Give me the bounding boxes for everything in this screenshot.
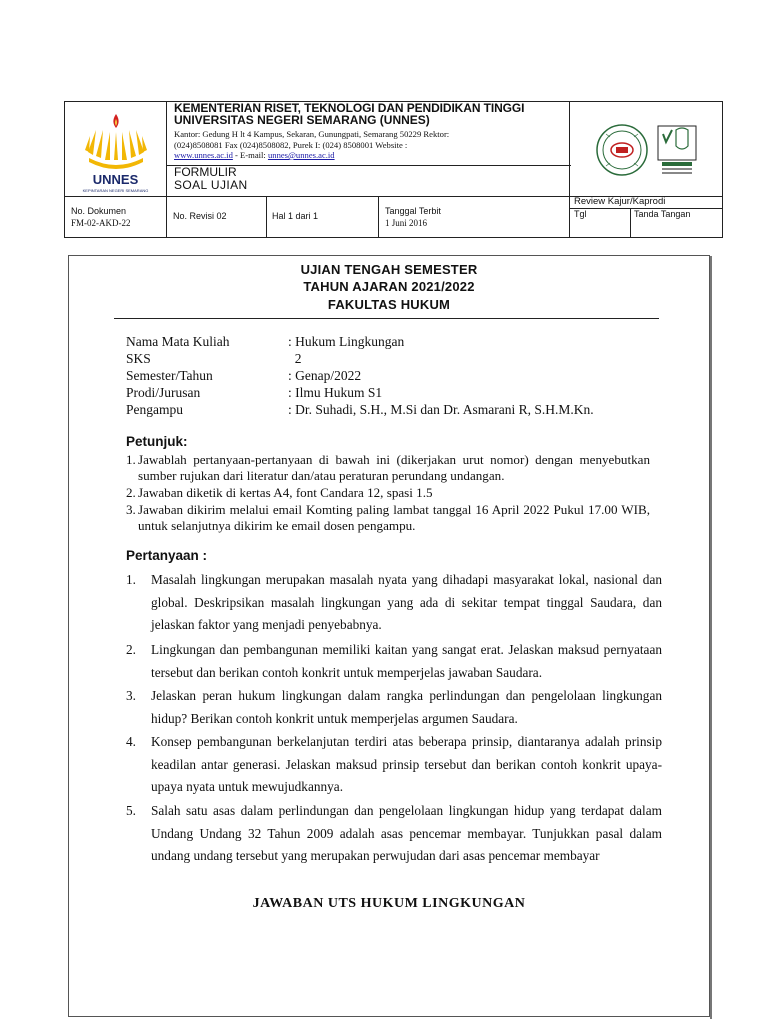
title-divider	[114, 318, 659, 319]
question-number: 3.	[126, 688, 136, 703]
logo-subtitle: KEPINTARAN NEGERI SEMARANG	[82, 188, 149, 193]
instruction-number: 1.	[126, 452, 136, 467]
doc-no-value: FM-02-AKD-22	[71, 218, 131, 228]
instruction-item	[126, 485, 650, 501]
question-item	[126, 731, 662, 799]
academic-year: TAHUN AJARAN 2021/2022	[303, 279, 475, 294]
issue-date-value: 1 Juni 2016	[385, 218, 428, 228]
instruction-text: Jawaban dikirim melalui email Komting paling lambat tanggal 16 April 2022 Pukul 17.00 WIB, untuk selanjutnya dikirim ke email dosen pengampu.	[138, 502, 650, 533]
meta-value: : Ilmu Hukum S1	[288, 385, 383, 400]
review-cell	[569, 196, 723, 238]
question-text: Jelaskan peran hukum lingkungan dalam rangka perlindungan dan pengelolaan lingkungan hidup? Berikan contoh konkrit untuk memperjelas argumen Saudara.	[151, 688, 662, 726]
review-column-divider	[630, 208, 631, 237]
address-line-2: (024)8508081 Fax (024)8508082, Purek I: (024) 8508001 Website :	[174, 139, 408, 150]
review-date-label: Tgl	[574, 209, 587, 219]
address-line-1: Kantor: Gedung H lt 4 Kampus, Sekaran, Gunungpati, Semarang 50229 Rektor:	[174, 129, 450, 139]
instruction-text: Jawaban diketik di kertas A4, font Candara 12, spasi 1.5	[138, 485, 433, 500]
faculty-name: FAKULTAS HUKUM	[327, 297, 451, 312]
email-label: - E-mail:	[232, 150, 268, 160]
meta-value: : Dr. Suhadi, S.H., M.Si dan Dr. Asmarani R, S.H.M.Kn.	[288, 402, 594, 417]
page-cell	[266, 196, 379, 238]
meta-label: Semester/Tahun	[126, 368, 213, 383]
meta-label: Nama Mata Kuliah	[126, 334, 230, 349]
meta-label: Pengampu	[126, 402, 183, 417]
question-text: Konsep pembangunan berkelanjutan terdiri atas beberapa prinsip, diantaranya adalah prinsip keadilan antar generasi. Jelaskan maksud prinsip tersebut dan berikan contoh konkrit upaya-upaya nyata untuk mewujudkannya.	[151, 734, 662, 794]
question-item	[126, 639, 662, 684]
meta-label: Prodi/Jurusan	[126, 385, 201, 400]
questions-heading: Pertanyaan :	[126, 548, 208, 563]
ministry-name: KEMENTERIAN RISET, TEKNOLOGI DAN PENDIDIKAN TINGGI	[174, 101, 525, 115]
instruction-item	[126, 502, 650, 533]
question-text: Masalah lingkungan merupakan masalah nyata yang dihadapi masyarakat lokal, nasional dan global. Deskripsikan masalah lingkungan yang ada di sekitar tempat tinggal Saudara, dan jelaskan faktor yang menjadi penyebabnya.	[151, 572, 662, 632]
form-label: FORMULIR	[174, 165, 237, 179]
address-block	[174, 129, 519, 161]
logo-cell	[64, 101, 167, 197]
question-item	[126, 685, 662, 730]
question-number: 1.	[126, 572, 136, 587]
certification-cell	[569, 101, 723, 197]
instruction-item	[126, 452, 650, 483]
question-number: 4.	[126, 734, 136, 749]
meta-value: : Genap/2022	[288, 368, 362, 383]
exam-title: UJIAN TENGAH SEMESTER	[300, 262, 478, 277]
document-header-table	[64, 101, 723, 238]
meta-label: SKS	[126, 351, 151, 366]
instruction-text: Jawablah pertanyaan-pertanyaan di bawah ini (dikerjakan urut nomor) dengan menyebutkan sumber rujukan dari literatur dan/atau peraturan perundang undangan.	[138, 452, 650, 483]
question-text: Lingkungan dan pembangunan memiliki kaitan yang sangat erat. Jelaskan maksud pernyataan tersebut dan berikan contoh konkrit untuk memperjelas jawaban Saudara.	[151, 642, 662, 680]
question-item	[126, 800, 662, 868]
instructions-heading: Petunjuk:	[126, 434, 188, 449]
university-name: UNIVERSITAS NEGERI SEMARANG (UNNES)	[174, 113, 430, 127]
website-link[interactable]: www.unnes.ac.id	[174, 150, 233, 160]
issue-date-label: Tanggal Terbit	[385, 206, 441, 216]
question-number: 5.	[126, 803, 136, 818]
form-title: SOAL UJIAN	[174, 178, 248, 192]
issue-date-cell	[378, 196, 570, 238]
email-link[interactable]: unnes@unnes.ac.id	[267, 150, 335, 160]
logo-name: UNNES	[92, 172, 139, 187]
certification-logos-icon	[596, 120, 706, 180]
institution-info-cell	[166, 101, 570, 197]
question-number: 2.	[126, 642, 136, 657]
revision-cell	[166, 196, 267, 238]
revision-number: No. Revisi 02	[173, 211, 227, 221]
question-text: Salah satu asas dalam perlindungan dan pengelolaan lingkungan hidup yang terdapat dalam Undang Undang 32 Tahun 2009 adalah asas pencemar membayar. Tunjukkan pasal dalam undang undang tersebut yang merupakan perwujudan dari asas pencemar membayar	[151, 803, 662, 863]
page-number: Hal 1 dari 1	[272, 211, 319, 221]
answer-heading: JAWABAN UTS HUKUM LINGKUNGAN	[252, 896, 526, 911]
review-signature-label: Tanda Tangan	[634, 209, 691, 219]
document-number-cell	[64, 196, 167, 238]
instruction-number: 2.	[126, 485, 136, 500]
review-title: Review Kajur/Kaprodi	[574, 196, 666, 207]
doc-no-label: No. Dokumen	[71, 206, 127, 216]
meta-value: : Hukum Lingkungan	[288, 334, 405, 349]
question-item	[126, 569, 662, 637]
exam-content-box	[68, 255, 710, 1017]
meta-value: 2	[288, 351, 302, 366]
instruction-number: 3.	[126, 502, 136, 517]
